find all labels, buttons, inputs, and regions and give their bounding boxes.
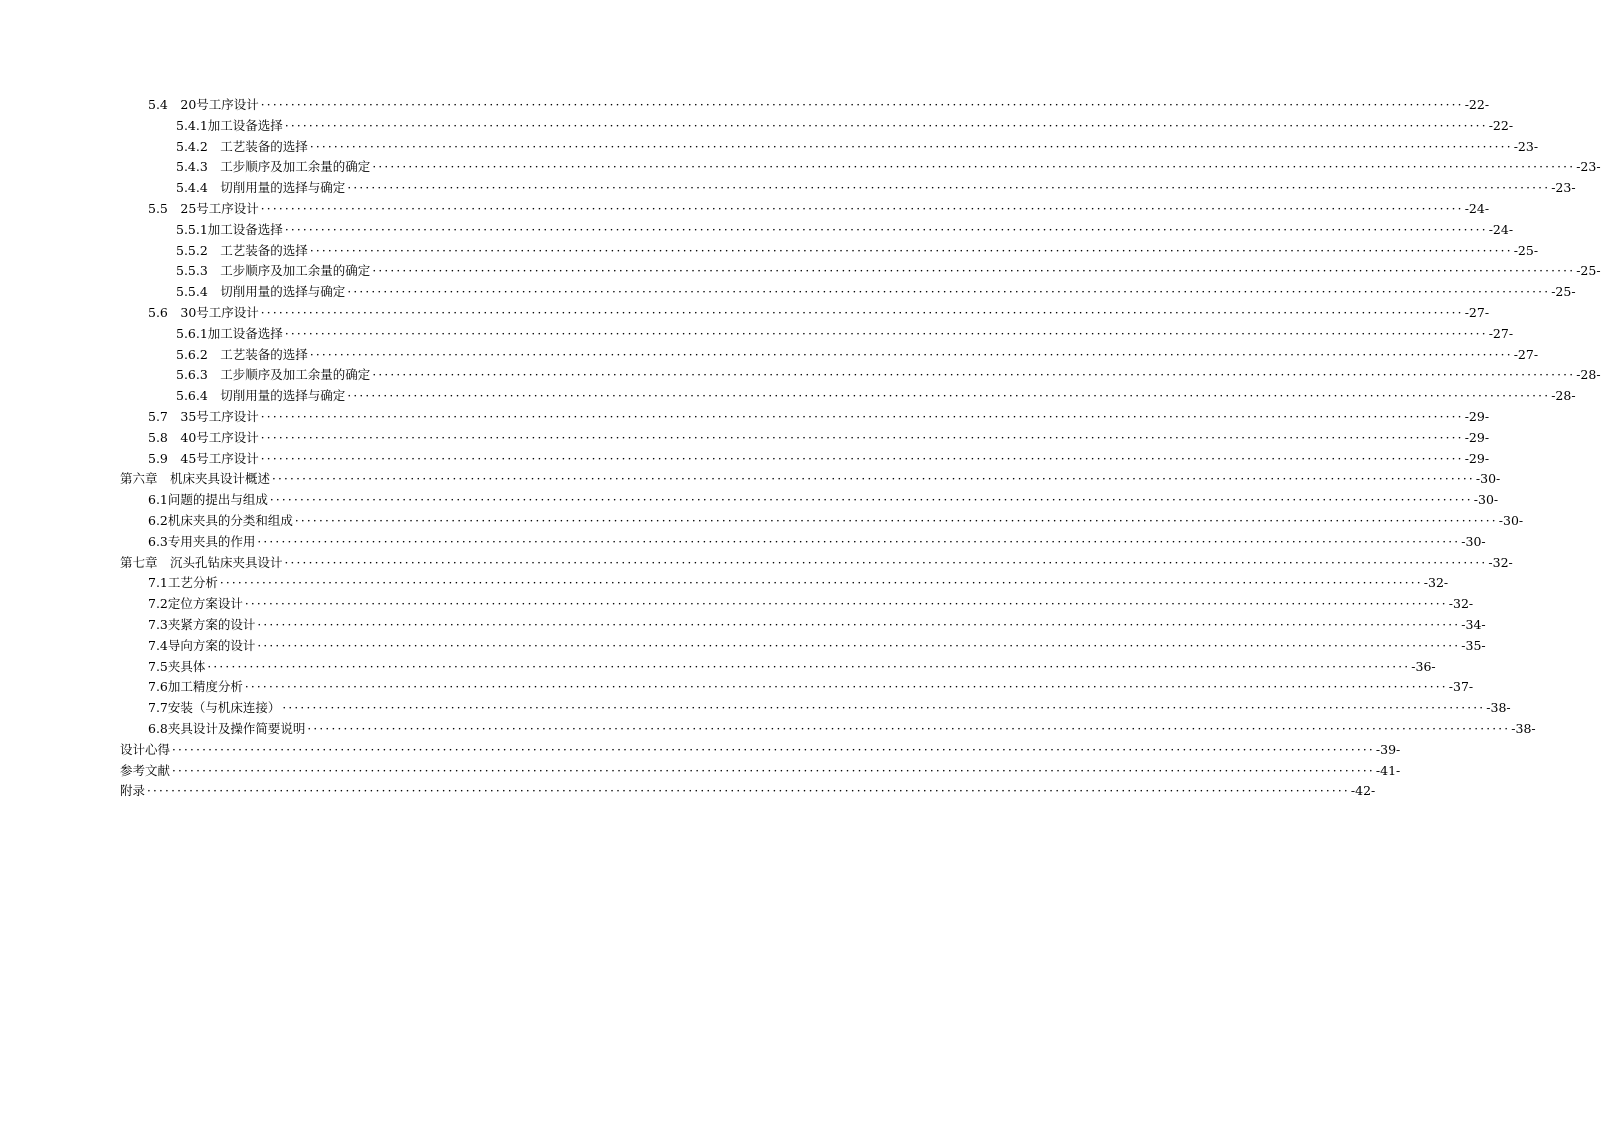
dot-leader: ········································································································································································································ [347, 389, 1551, 404]
toc-entry-page-number: -29- [1464, 428, 1489, 449]
toc-entry-label: 5.4.2 工艺装备的选择 [176, 138, 308, 154]
toc-entry-page-number: -38- [1510, 719, 1535, 740]
toc-entry-page-number: -28- [1575, 365, 1600, 386]
toc-entry-page-number: -32- [1448, 594, 1473, 615]
toc-entry[interactable] [0, 386, 1576, 407]
toc-entry-label: 5.4.4 切削用量的选择与确定 [176, 180, 346, 196]
toc-entry[interactable] [0, 636, 1486, 657]
toc-entry-label: 5.6.4 切削用量的选择与确定 [176, 388, 346, 404]
toc-entry[interactable] [0, 365, 1601, 386]
dot-leader: ········································································································································································································ [282, 701, 1486, 716]
toc-entry[interactable] [0, 490, 1499, 511]
toc-entry[interactable] [0, 178, 1576, 199]
dot-leader: ········································································································································································································ [257, 534, 1461, 549]
toc-entry-label: 7.1工艺分析 [148, 575, 218, 591]
dot-leader: ········································································································································································································ [309, 243, 1513, 258]
dot-leader: ········································································································································································································ [207, 659, 1411, 674]
dot-leader: ········································································································································································································ [307, 721, 1511, 736]
toc-entry[interactable] [0, 698, 1511, 719]
toc-entry[interactable] [0, 95, 1490, 116]
dot-leader: ········································································································································································································ [257, 638, 1461, 653]
toc-entry-label: 参考文献 [120, 762, 171, 778]
toc-entry[interactable] [0, 241, 1539, 262]
toc-entry-label: 设计心得 [120, 741, 171, 757]
toc-entry[interactable] [0, 137, 1539, 158]
dot-leader: ········································································································································································································ [269, 493, 1473, 508]
toc-entry-label: 7.2定位方案设计 [148, 596, 243, 612]
toc-entry-page-number: -41- [1375, 761, 1400, 782]
toc-entry[interactable] [0, 677, 1474, 698]
toc-entry-page-number: -30- [1498, 511, 1523, 532]
toc-entry[interactable] [0, 553, 1513, 574]
dot-leader: ········································································································································································································ [309, 347, 1513, 362]
toc-entry-page-number: -23- [1550, 178, 1575, 199]
toc-entry-page-number: -29- [1464, 449, 1489, 470]
toc-entry[interactable] [0, 261, 1601, 282]
toc-entry[interactable] [0, 511, 1524, 532]
toc-entry-page-number: -27- [1513, 345, 1538, 366]
toc-entry[interactable] [0, 449, 1490, 470]
toc-entry-page-number: -32- [1423, 573, 1448, 594]
toc-entry-page-number: -28- [1550, 386, 1575, 407]
toc-entry[interactable] [0, 407, 1490, 428]
toc-entry-label: 7.4导向方案的设计 [148, 637, 256, 653]
toc-entry-page-number: -25- [1550, 282, 1575, 303]
toc-entry[interactable] [0, 220, 1514, 241]
toc-entry[interactable] [0, 303, 1490, 324]
dot-leader: ········································································································································································································ [260, 98, 1464, 112]
toc-entry[interactable] [0, 282, 1576, 303]
dot-leader: ········································································································································································································ [260, 430, 1464, 445]
toc-entry-label: 附录 [120, 783, 146, 799]
toc-entry-label: 6.2机床夹具的分类和组成 [148, 512, 293, 528]
toc-entry-label: 5.5.4 切削用量的选择与确定 [176, 284, 346, 300]
toc-entry-page-number: -42- [1350, 781, 1375, 802]
dot-leader: ········································································································································································································ [272, 472, 1475, 487]
toc-entry[interactable] [0, 157, 1601, 178]
toc-entry-label: 5.8 40号工序设计 [148, 429, 259, 445]
toc-entry[interactable] [0, 199, 1490, 220]
toc-entry-page-number: -30- [1475, 469, 1500, 490]
toc-entry-page-number: -27- [1464, 303, 1489, 324]
toc-entry[interactable] [0, 761, 1401, 782]
toc-entry-label: 5.6.3 工步顺序及加工余量的确定 [176, 367, 371, 383]
toc-entry[interactable] [0, 116, 1514, 137]
dot-leader: ········································································································································································································ [219, 576, 1423, 591]
dot-leader: ········································································································································································································ [260, 201, 1464, 216]
toc-entry-page-number: -30- [1473, 490, 1498, 511]
toc-entry[interactable] [0, 719, 1536, 740]
toc-entry-label: 5.6.2 工艺装备的选择 [176, 346, 308, 362]
toc-entry-page-number: -34- [1460, 615, 1485, 636]
toc-entry-page-number: -38- [1485, 698, 1510, 719]
dot-leader: ········································································································································································································ [284, 222, 1488, 237]
toc-entry-page-number: -22- [1464, 95, 1489, 116]
toc-entry-label: 7.5夹具体 [148, 658, 206, 674]
table-of-contents [0, 95, 1601, 802]
dot-leader: ········································································································································································································ [260, 305, 1464, 320]
dot-leader: ········································································································································································································ [257, 617, 1461, 632]
toc-entry-label: 7.7安装（与机床连接） [148, 700, 281, 716]
toc-entry-page-number: -23- [1513, 137, 1538, 158]
dot-leader: ········································································································································································································ [284, 118, 1488, 133]
toc-entry[interactable] [0, 532, 1486, 553]
dot-leader: ········································································································································································································ [372, 160, 1576, 175]
toc-entry-page-number: -32- [1487, 553, 1512, 574]
toc-entry-label: 6.3专用夹具的作用 [148, 533, 256, 549]
toc-entry[interactable] [0, 740, 1401, 761]
dot-leader: ········································································································································································································ [260, 451, 1464, 466]
toc-entry[interactable] [0, 615, 1486, 636]
toc-entry-label: 5.6 30号工序设计 [148, 304, 259, 320]
dot-leader: ········································································································································································································ [172, 742, 1375, 757]
toc-entry[interactable] [0, 469, 1501, 490]
toc-entry-page-number: -37- [1448, 677, 1473, 698]
dot-leader: ········································································································································································································ [147, 784, 1350, 799]
toc-entry[interactable] [0, 657, 1436, 678]
toc-entry-label: 7.6加工精度分析 [148, 679, 243, 695]
toc-entry[interactable] [0, 781, 1376, 802]
dot-leader: ········································································································································································································ [260, 409, 1464, 424]
dot-leader: ········································································································································································································ [244, 680, 1448, 695]
toc-entry-page-number: -24- [1488, 220, 1513, 241]
toc-entry-page-number: -25- [1575, 261, 1600, 282]
dot-leader: ········································································································································································································ [172, 763, 1375, 778]
toc-entry-label: 5.5 25号工序设计 [148, 200, 259, 216]
toc-entry-label: 5.4 20号工序设计 [148, 97, 259, 112]
dot-leader: ········································································································································································································ [294, 513, 1498, 528]
toc-entry[interactable] [0, 345, 1539, 366]
toc-entry-label: 5.6.1加工设备选择 [176, 325, 283, 341]
toc-entry-label: 7.3夹紧方案的设计 [148, 616, 256, 632]
dot-leader: ········································································································································································································ [372, 264, 1576, 279]
toc-entry[interactable] [0, 573, 1449, 594]
toc-entry-page-number: -30- [1460, 532, 1485, 553]
toc-entry-label: 5.7 35号工序设计 [148, 408, 259, 424]
dot-leader: ········································································································································································································ [309, 139, 1513, 154]
toc-entry-label: 5.5.3 工步顺序及加工余量的确定 [176, 263, 371, 279]
dot-leader: ········································································································································································································ [372, 368, 1576, 383]
toc-entry[interactable] [0, 324, 1514, 345]
dot-leader: ········································································································································································································ [284, 555, 1488, 570]
dot-leader: ········································································································································································································ [284, 326, 1488, 341]
toc-entry[interactable] [0, 594, 1474, 615]
toc-entry-label: 第七章 沉头孔钻床夹具设计 [120, 554, 283, 570]
toc-entry-page-number: -23- [1575, 157, 1600, 178]
toc-entry-label: 5.4.3 工步顺序及加工余量的确定 [176, 159, 371, 175]
toc-entry-page-number: -22- [1488, 116, 1513, 137]
toc-entry[interactable] [0, 428, 1490, 449]
toc-entry-page-number: -35- [1460, 636, 1485, 657]
toc-entry-page-number: -29- [1464, 407, 1489, 428]
toc-entry-label: 第六章 机床夹具设计概述 [120, 471, 271, 487]
toc-entry-label: 5.5.2 工艺装备的选择 [176, 242, 308, 258]
dot-leader: ········································································································································································································ [347, 181, 1551, 196]
dot-leader: ········································································································································································································ [244, 597, 1448, 612]
toc-entry-label: 6.1问题的提出与组成 [148, 492, 268, 508]
toc-entry-label: 5.9 45号工序设计 [148, 450, 259, 466]
toc-entry-label: 5.5.1加工设备选择 [176, 221, 283, 237]
toc-entry-page-number: -27- [1488, 324, 1513, 345]
toc-entry-page-number: -25- [1513, 241, 1538, 262]
toc-entry-label: 5.4.1加工设备选择 [176, 117, 283, 133]
toc-entry-label: 6.8夹具设计及操作简要说明 [148, 720, 306, 736]
toc-entry-page-number: -36- [1410, 657, 1435, 678]
toc-entry-page-number: -24- [1464, 199, 1489, 220]
toc-entry-page-number: -39- [1375, 740, 1400, 761]
dot-leader: ········································································································································································································ [347, 285, 1551, 300]
